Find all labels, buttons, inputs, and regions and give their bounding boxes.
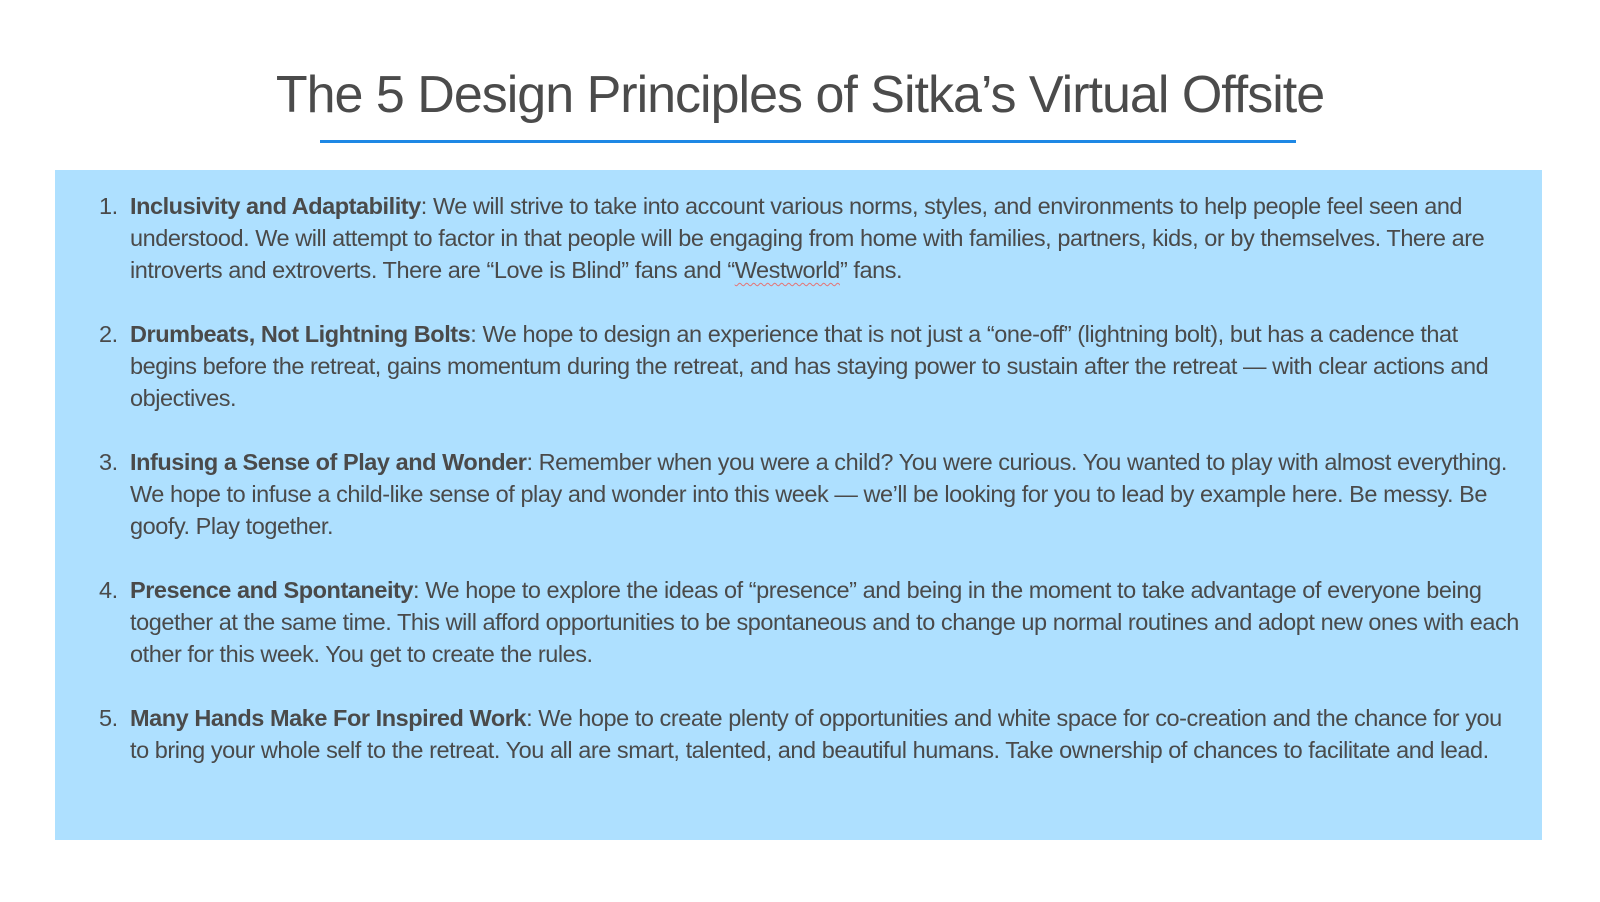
principle-number: 4. [99, 577, 118, 603]
slide-title: The 5 Design Principles of Sitka’s Virtual Offsite [275, 66, 1325, 124]
principle-number: 1. [99, 193, 118, 219]
principle-heading: Inclusivity and Adaptability [130, 193, 421, 219]
principle-item-2 [55, 318, 1542, 414]
principle-heading: Drumbeats, Not Lightning Bolts [130, 321, 471, 347]
principle-heading: Infusing a Sense of Play and Wonder [130, 449, 527, 475]
principle-body: : We hope to explore the ideas of “presence” and being in the moment to take advantage of everyone being together at the same time. This will afford opportunities to be spontaneous and to change up normal routines and adopt new ones with each other for this week. You get to create the rules. [130, 577, 1519, 667]
principle-body: : We hope to design an experience that is not just a “one-off” (lightning bolt), but has a cadence that begins before the retreat, gains momentum during the retreat, and has staying power to sustain after the retreat — with clear actions and objectives. [130, 321, 1489, 411]
title-underline [320, 140, 1296, 143]
principle-number: 5. [99, 705, 118, 731]
principle-body: : We will strive to take into account various norms, styles, and environments to help people feel seen and understood. We will attempt to factor in that people will be engaging from home with families, partners, kids, or by themselves. There are introverts and extroverts. There are “Love is Blind” fans and “ [130, 193, 1485, 283]
principle-number: 3. [99, 449, 118, 475]
principle-heading: Many Hands Make For Inspired Work [130, 705, 527, 731]
principles-panel [55, 170, 1542, 840]
principle-body: : Remember when you were a child? You were curious. You wanted to play with almost everything. We hope to infuse a child-like sense of play and wonder into this week — we’ll be looking for you to lead by example here. Be messy. Be goofy. Play together. [130, 449, 1507, 539]
principle-item-1 [55, 190, 1542, 286]
principle-body: : We hope to create plenty of opportunities and white space for co-creation and the chance for you to bring your whole self to the retreat. You all are smart, talented, and beautiful humans. Take ownership of chances to facilitate and lead. [130, 705, 1502, 763]
spellcheck-flagged-word: Westworld [734, 257, 840, 283]
principle-heading: Presence and Spontaneity [130, 577, 414, 603]
principle-number: 2. [99, 321, 118, 347]
principles-list [55, 190, 1542, 798]
principle-item-3 [55, 446, 1542, 542]
principle-item-4 [55, 574, 1542, 670]
principle-body-end: ” fans. [839, 257, 903, 283]
principle-item-5 [55, 702, 1542, 766]
